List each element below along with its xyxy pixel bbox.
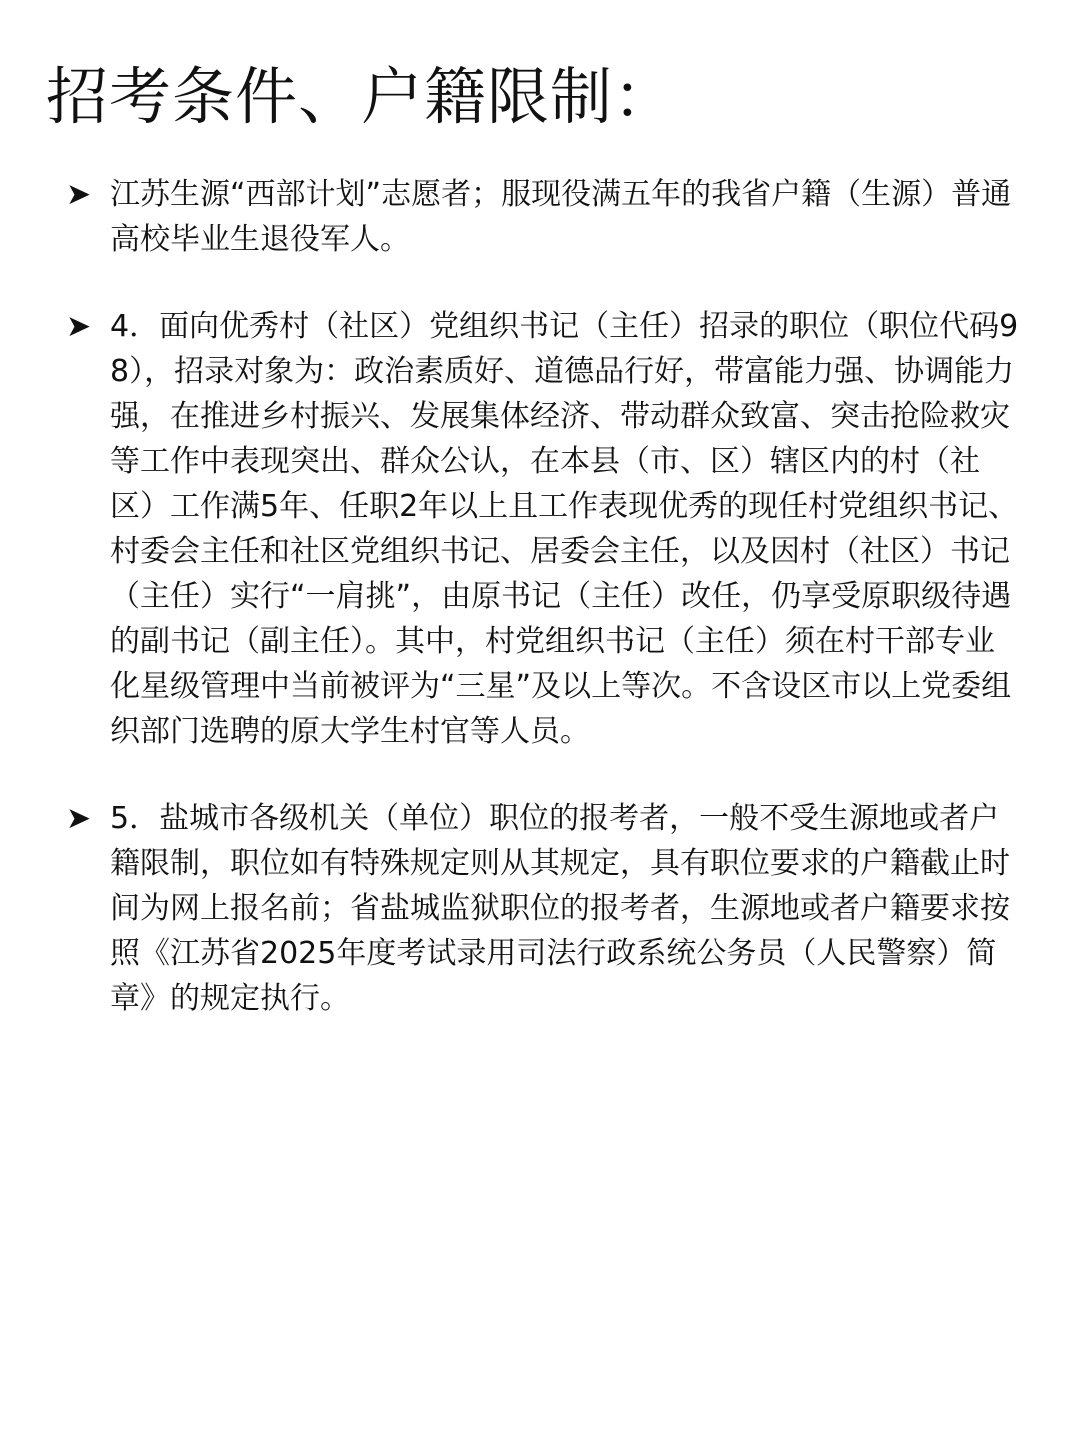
list-item [66, 172, 1020, 262]
arrow-right-icon: ➤ [66, 801, 92, 836]
list-item-text: 5．盐城市各级机关（单位）职位的报考者，一般不受生源地或者户籍限制，职位如有特殊规定则从其规定，具有职位要求的户籍截止时间为网上报名前；省盐城监狱职位的报考者，生源地或者户籍要求按照《江苏省2025年度考试录用司法行政系统公务员（人民警察）简章》的规定执行。 [110, 801, 1010, 1016]
list-item-text: 江苏生源“西部计划”志愿者；服现役满五年的我省户籍（生源）普通高校毕业生退役军人。 [110, 177, 1012, 257]
list-item-text: 4．面向优秀村（社区）党组织书记（主任）招录的职位（职位代码98），招录对象为：政治素质好、道德品行好，带富能力强、协调能力强，在推进乡村振兴、发展集体经济、带动群众致富、突击抢险救灾等工作中表现突出、群众公认，在本县（市、区）辖区内的村（社区）工作满5年、任职2年以上且工作表现优秀的现任村党组织书记、村委会主任和社区党组织书记、居委会主任，以及因村（社区）书记（主任）实行“一肩挑”，由原书记（主任）改任，仍享受原职级待遇的副书记（副主任）。其中，村党组织书记（主任）须在村干部专业化星级管理中当前被评为“三星”及以上等次。不含设区市以上党委组织部门选聘的原大学生村官等人员。 [110, 309, 1019, 749]
page-title: 招考条件、户籍限制： [46, 60, 677, 133]
list-item [66, 304, 1020, 754]
requirements-list [66, 172, 1020, 1063]
list-item [66, 796, 1020, 1021]
arrow-right-icon: ➤ [66, 177, 92, 212]
arrow-right-icon: ➤ [66, 309, 92, 344]
